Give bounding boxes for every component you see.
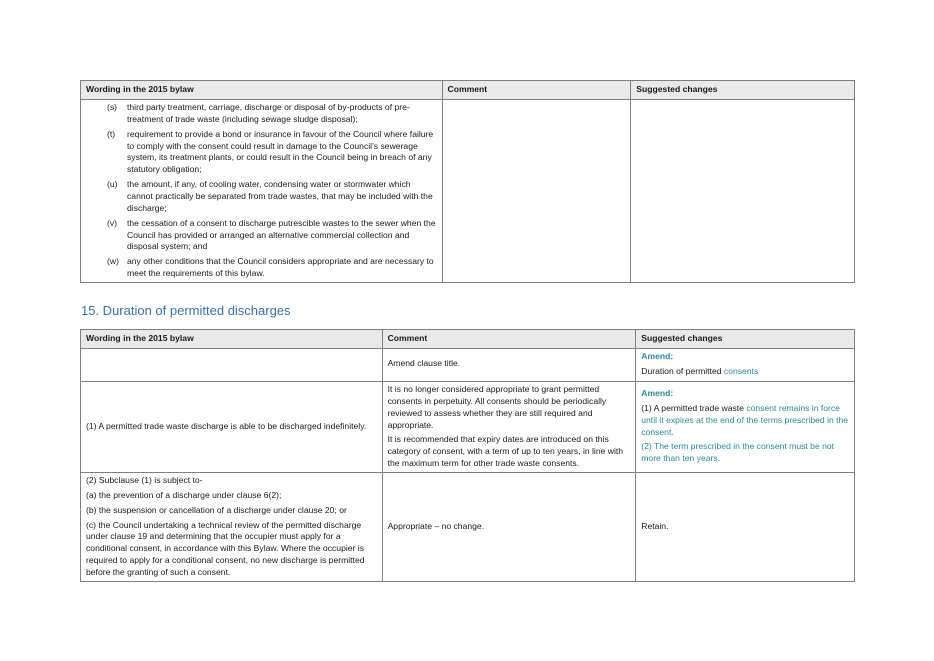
comment-paragraph: It is no longer considered appropriate to grant permitted consents in perpetuity. All consents should be periodically reviewed to assess whether they are still required and appropriate.: [387, 384, 607, 430]
suggested-cell: [631, 100, 855, 283]
bylaw-table-2: [80, 329, 855, 582]
header-wording: Wording in the 2015 bylaw: [81, 81, 443, 100]
header-comment: Comment: [382, 330, 636, 349]
header-comment: Comment: [442, 81, 631, 100]
table-row: [81, 349, 855, 382]
header-wording: Wording in the 2015 bylaw: [81, 330, 383, 349]
wording-line: (b) the suspension or cancellation of a discharge under clause 20; or: [86, 504, 347, 515]
amend-label: Amend:: [641, 388, 674, 398]
suggested-change: (1) A permitted trade waste consent remains in force until it expires at the end of the terms prescribed in the consent.: [641, 402, 849, 437]
table-row: [81, 382, 855, 473]
comment-cell: Appropriate – no change.: [382, 473, 636, 582]
amend-label: Amend:: [641, 351, 674, 361]
wording-cell: [81, 473, 383, 582]
clause-t: (t) requirement to provide a bond or insurance in favour of the Council where failure to comply with the consent could result in damage to the Council’s sewerage system, its treatment plants, or could result in the Council being in breach of any statutory obligation;: [107, 128, 434, 175]
suggested-cell: Retain.: [636, 473, 855, 582]
suggested-cell: [636, 382, 855, 473]
comment-paragraph: It is recommended that expiry dates are introduced on this category of consent, with a term of up to ten years, in line with the maximum term for other trade waste consents.: [387, 434, 624, 469]
table-header-row: [81, 81, 855, 100]
clause-w: (w) any other conditions that the Council considers appropriate and are necessary to meet the requirements of this bylaw.: [107, 256, 434, 279]
comment-cell: [382, 382, 636, 473]
suggested-change: Duration of permitted consents: [641, 365, 759, 376]
suggested-cell: [636, 349, 855, 382]
comment-cell: [442, 100, 631, 283]
clause-u: (u) the amount, if any, of cooling water, condensing water or stormwater which cannot practically be separated from trade wastes, that may be included with the discharge;: [107, 179, 433, 213]
clause-v: (v) the cessation of a consent to discharge putrescible wastes to the sewer when the Council has provided or arranged an alternative commercial collection and disposal system; and: [107, 217, 436, 252]
wording-line: (a) the prevention of a discharge under clause 6(2);: [86, 489, 282, 500]
suggested-change: (2) The term prescribed in the consent must be not more than ten years.: [641, 441, 835, 464]
comment-cell: Amend clause title.: [382, 349, 636, 382]
header-suggested: Suggested changes: [631, 81, 855, 100]
bylaw-table-1: [80, 80, 855, 283]
wording-line: (2) Subclause (1) is subject to-: [86, 475, 203, 486]
table-row: [81, 100, 855, 283]
clause-s: (s) third party treatment, carriage, discharge or disposal of by-products of pre-treatment of trade waste (including sewage sludge disposal);: [107, 102, 410, 124]
header-suggested: Suggested changes: [636, 330, 855, 349]
table-row: [81, 473, 855, 582]
table-header-row: [81, 330, 855, 349]
wording-cell: [81, 100, 443, 283]
section-title: 15. Duration of permitted discharges: [81, 303, 291, 318]
wording-line: (c) the Council undertaking a technical review of the permitted discharge under clause 19 and determining that the occupier must apply for a conditional consent, in accordance with this Bylaw. Where the occupier is required to apply for a conditional consent, no new discharge is permitted before the granting of such a consent.: [86, 519, 365, 578]
wording-cell: (1) A permitted trade waste discharge is able to be discharged indefinitely.: [81, 382, 383, 473]
wording-cell: [81, 349, 383, 382]
